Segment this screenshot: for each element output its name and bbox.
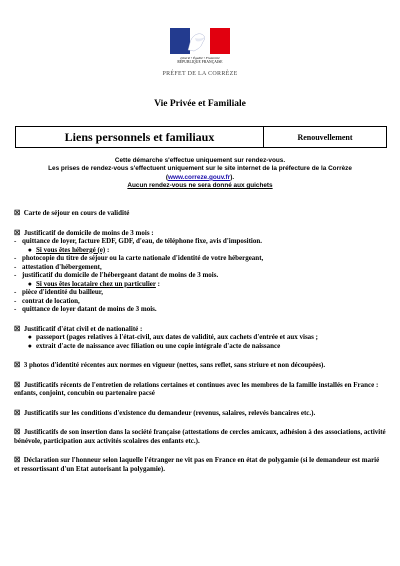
list-item: ● passeport (pages relatives à l'état-civil, aux dates de validité, aux cachets d'entrée et aux visas ; bbox=[14, 333, 386, 342]
list-item: - attestation d'hébergement, bbox=[14, 262, 102, 271]
checkbox-icon: ☒ bbox=[14, 428, 21, 436]
list-item: - justificatif du domicile de l'hébergeant datant de moins de 3 mois. bbox=[14, 271, 219, 279]
checkbox-icon: ☒ bbox=[14, 408, 21, 417]
item-domicile-proof: ☒ Justificatif de domicile de moins de 3 mois : bbox=[14, 228, 154, 237]
republic-label: RÉPUBLIQUE FRANÇAISE bbox=[177, 60, 223, 64]
title-box bbox=[15, 126, 387, 148]
notice-line-3: Aucun rendez-vous ne sera donné aux guichets bbox=[127, 182, 273, 190]
bullet-icon: ● bbox=[27, 245, 32, 254]
item-family-relations: ☒ Justificatifs récents de l'entretien de relations certaines et continues avec les membres de la famille installés en France : enfants, conjoint, concubin ou partenaire pacsé bbox=[14, 380, 379, 397]
item-photos: ☒ 3 photos d'identité récentes aux normes en vigueur (nettes, sans reflet, sans striure et non découpées). bbox=[14, 361, 326, 369]
bullet-icon: ● bbox=[27, 333, 32, 341]
appointment-notice bbox=[20, 157, 380, 191]
item-civil-status: ☒ Justificatif d'état civil et de nationalité : bbox=[14, 324, 143, 333]
item-residence-card: ☒ Carte de séjour en cours de validité bbox=[14, 209, 130, 217]
title-main: Liens personnels et familiaux bbox=[16, 127, 264, 147]
list-item: - quittance de loyer datant de moins de 3 mois. bbox=[14, 305, 157, 313]
prefecture-name: PRÉFET DE LA CORRÈZE bbox=[162, 71, 238, 77]
checkbox-icon: ☒ bbox=[14, 361, 21, 369]
list-item: - quittance de loyer, facture EDF, GDF, d'eau, de téléphone fixe, avis d'imposition. bbox=[14, 237, 263, 245]
notice-line-2: Les prises de rendez-vous s'effectuent uniquement sur le site internet de la préfecture de la Corrèze bbox=[48, 165, 352, 173]
checkbox-icon: ☒ bbox=[14, 456, 21, 464]
bullet-icon: ● bbox=[27, 279, 32, 288]
checkbox-icon: ☒ bbox=[14, 380, 21, 389]
checkbox-icon: ☒ bbox=[14, 228, 21, 237]
bullet-icon: ● bbox=[27, 341, 32, 350]
notice-link-line: (www.correze.gouv.fr). bbox=[165, 173, 235, 181]
list-item: - contrat de location, bbox=[14, 296, 80, 305]
prefecture-website-link[interactable]: www.correze.gouv.fr bbox=[168, 173, 231, 181]
marianne-logo bbox=[170, 28, 230, 66]
item-polygamy-declaration: ☒ Déclaration sur l'honneur selon laquelle l'étranger ne vit pas en France en état de polygamie (si le demandeur est marié et ressortissant d'un Etat autorisant la polygamie). bbox=[14, 456, 380, 473]
requirements-list bbox=[14, 209, 386, 473]
subheading-tenant: ● Si vous êtes locataire chez un particulier : bbox=[14, 280, 386, 289]
checkbox-icon: ☒ bbox=[14, 324, 21, 333]
marianne-icon bbox=[184, 30, 210, 52]
item-integration: ☒ Justificatifs de son insertion dans la société française (attestations de cercles amicaux, adhésion à des associations, activité bénévole, participation aux activités scolaires des enfants etc.). bbox=[14, 428, 386, 445]
list-item: ● extrait d'acte de naissance avec filiation ou une copie intégrale d'acte de naissance bbox=[14, 342, 386, 351]
checkbox-icon: ☒ bbox=[14, 209, 21, 217]
list-item: - photocopie du titre de séjour ou la carte nationale d'identité de votre hébergeant, bbox=[14, 254, 264, 262]
title-side: Renouvellement bbox=[297, 132, 353, 142]
document-heading: Vie Privée et Familiale bbox=[154, 99, 246, 109]
motto: Liberté • Égalité • Fraternité bbox=[180, 56, 220, 60]
list-item: - pièce d'identité du bailleur, bbox=[14, 288, 104, 296]
subheading-hosted: ● Si vous êtes hébergé (e) : bbox=[14, 246, 386, 255]
item-living-conditions: ☒ Justificatifs sur les conditions d'existence du demandeur (revenus, salaires, relevés bancaires etc.). bbox=[14, 408, 316, 417]
notice-line-1: Cette démarche s'effectue uniquement sur rendez-vous. bbox=[114, 157, 286, 164]
